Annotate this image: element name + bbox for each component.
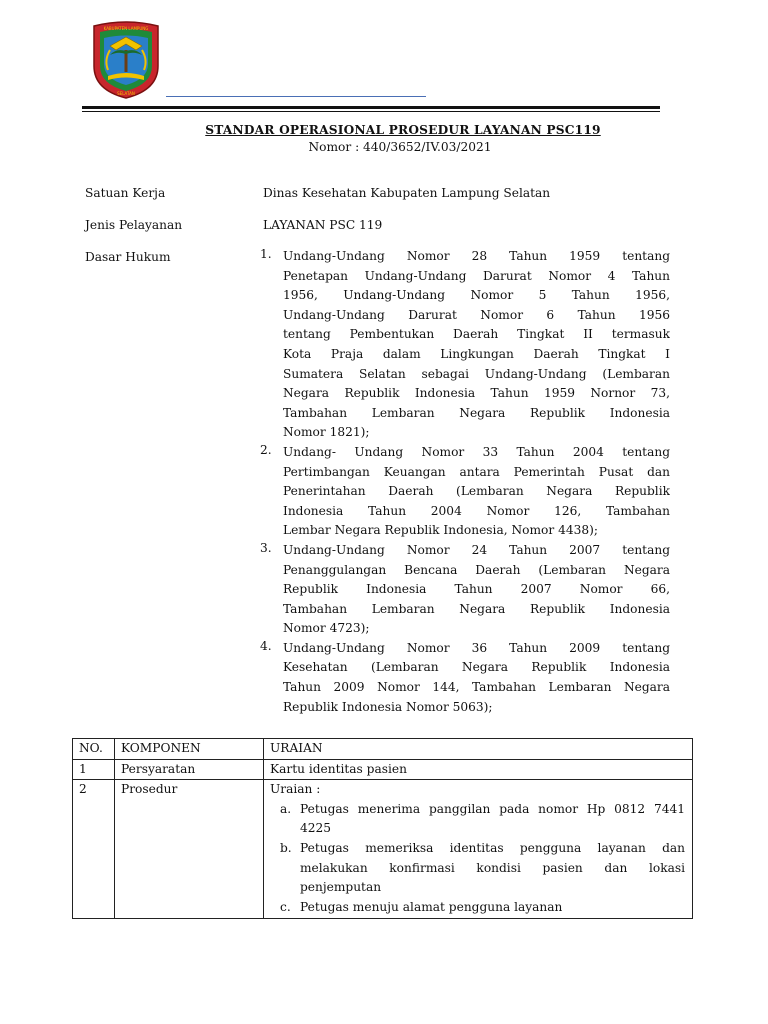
header-uraian: URAIAN	[264, 739, 693, 760]
cell-uraian	[264, 780, 693, 919]
legal-basis-item: 1. Undang-Undang Nomor 28 Tahun 1959 tentang Penetapan Undang-Undang Darurat Nomor 4 Tahun 1956, Undang-Undang Nomor 5 Tahun 1956, Undang-Undang Darurat Nomor 6 Tahun 1956 tentang Pembentukan Daerah Tingkat II termasuk Kota Praja dalam Lingkungan Daerah Tingkat I Sumatera Selatan sebagai Undang-Undang (Lembaran Negara Republik Indonesia Tahun 1959 Nornor 73, Tambahan Lembaran Negara Republik Indonesia Nomor 1821);	[260, 247, 670, 440]
letterhead-underline	[166, 96, 426, 97]
procedure-step: a. Petugas menerima panggilan pada nomor Hp 0812 7441 4225	[280, 801, 685, 836]
cell-komponen: Persyaratan	[115, 759, 264, 780]
legal-basis-item: 3. Undang-Undang Nomor 24 Tahun 2007 tentang Penanggulangan Bencana Daerah (Lembaran Negara Republik Indonesia Tahun 2007 Nomor 66, Tambahan Lembaran Negara Republik Indonesia Nomor 4723);	[260, 540, 670, 636]
legal-basis-list	[260, 247, 670, 717]
procedure-step: b. Petugas memeriksa identitas pengguna layanan dan melakukan konfirmasi kondisi pasien dan lokasi penjemputan	[280, 840, 685, 895]
procedure-steps	[270, 800, 686, 918]
document-number: Nomor : 440/3652/IV.03/2021	[308, 140, 492, 154]
legal-basis-item: 4. Undang-Undang Nomor 36 Tahun 2009 tentang Kesehatan (Lembaran Negara Republik Indonesia Tahun 2009 Nomor 144, Tambahan Lembaran Negara Republik Indonesia Nomor 5063);	[260, 638, 670, 714]
table-row	[73, 780, 693, 919]
table-header-row	[73, 739, 693, 760]
field-label-satuan-kerja: Satuan Kerja	[85, 186, 166, 200]
component-table	[72, 738, 693, 919]
legal-basis-item: 2. Undang- Undang Nomor 33 Tahun 2004 tentang Pertimbangan Keuangan antara Pemerintah Pusat dan Penerintahan Daerah (Lembaran Negara Republik Indonesia Tahun 2004 Nomor 126, Tambahan Lembar Negara Republik Indonesia, Nomor 4438);	[260, 442, 670, 538]
cell-komponen: Prosedur	[115, 780, 264, 919]
svg-text:KABUPATEN LAMPUNG: KABUPATEN LAMPUNG	[103, 26, 149, 31]
cell-no: 2	[73, 780, 115, 919]
procedure-step: c. Petugas menuju alamat pengguna layanan	[280, 899, 563, 914]
field-label-dasar-hukum: Dasar Hukum	[85, 250, 171, 264]
svg-text:SELATAN: SELATAN	[117, 91, 135, 96]
document-title: STANDAR OPERASIONAL PROSEDUR LAYANAN PSC119	[205, 123, 601, 137]
regency-emblem-logo	[88, 20, 164, 100]
cell-no: 1	[73, 759, 115, 780]
procedure-intro: Uraian :	[270, 782, 321, 797]
field-value-satuan-kerja: Dinas Kesehatan Kabupaten Lampung Selatan	[263, 186, 551, 200]
table-row	[73, 759, 693, 780]
header-no: NO.	[73, 739, 115, 760]
letterhead-rule-thin	[82, 111, 660, 112]
header-komponen: KOMPONEN	[115, 739, 264, 760]
letterhead-rule-thick	[82, 106, 660, 109]
field-value-jenis-pelayanan: LAYANAN PSC 119	[263, 218, 383, 232]
cell-uraian: Kartu identitas pasien	[264, 759, 693, 780]
field-label-jenis-pelayanan: Jenis Pelayanan	[85, 218, 183, 232]
